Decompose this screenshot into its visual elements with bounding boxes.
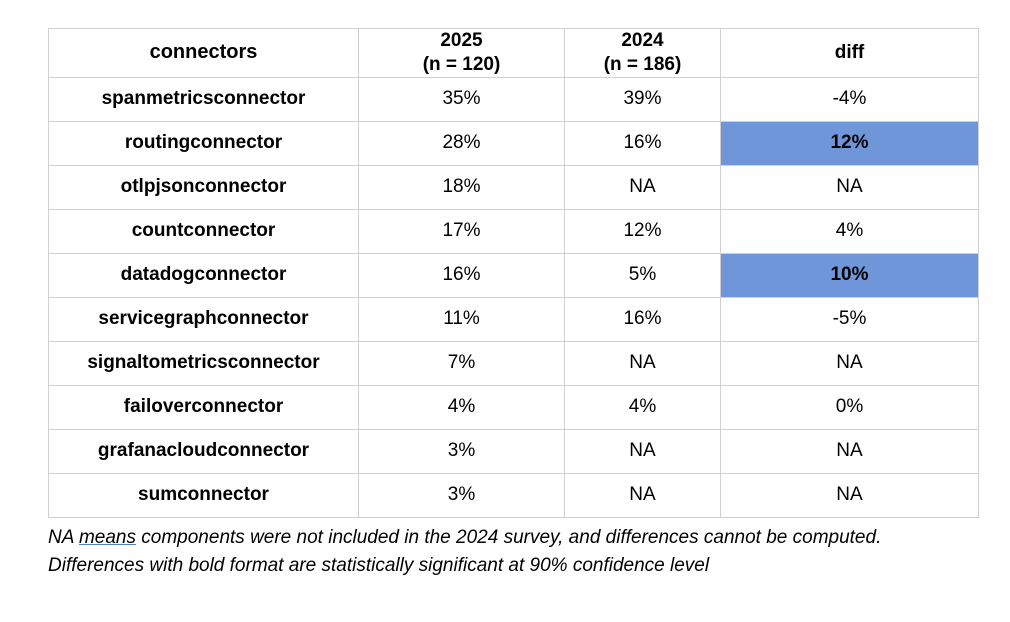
header-row (49, 29, 979, 78)
cell-2025-value: 16% (359, 253, 565, 297)
cell-diff-value: 12% (721, 121, 979, 165)
table-header (49, 29, 979, 78)
column-header-2024-n: (n = 186) (603, 53, 682, 75)
table-row (49, 297, 979, 341)
cell-connector-name: signaltometricsconnector (49, 341, 359, 385)
cell-2025-value: 3% (359, 429, 565, 473)
cell-diff-value: NA (721, 165, 979, 209)
footnote-line-2: Differences with bold format are statistically significant at 90% confidence level (48, 555, 710, 576)
footnotes (48, 524, 978, 581)
cell-connector-name: countconnector (49, 209, 359, 253)
cell-diff-value: NA (721, 341, 979, 385)
table-row (49, 209, 979, 253)
cell-diff-value: NA (721, 429, 979, 473)
cell-2024-value: NA (565, 341, 721, 385)
cell-2024-value: 4% (565, 385, 721, 429)
cell-2024-value: NA (565, 165, 721, 209)
cell-diff-value: 4% (721, 209, 979, 253)
table-row (49, 253, 979, 297)
cell-diff-value: -5% (721, 297, 979, 341)
column-header-2025 (359, 29, 565, 78)
cell-connector-name: failoverconnector (49, 385, 359, 429)
cell-2025-value: 4% (359, 385, 565, 429)
table-row (49, 473, 979, 517)
cell-2024-value: 16% (565, 297, 721, 341)
cell-connector-name: otlpjsonconnector (49, 165, 359, 209)
column-header-2025-n: (n = 120) (422, 53, 501, 75)
cell-2024-value: 39% (565, 77, 721, 121)
cell-connector-name: sumconnector (49, 473, 359, 517)
cell-diff-value: -4% (721, 77, 979, 121)
cell-2024-value: 16% (565, 121, 721, 165)
cell-2025-value: 17% (359, 209, 565, 253)
table-row (49, 429, 979, 473)
cell-2024-value: NA (565, 473, 721, 517)
table-row (49, 77, 979, 121)
column-header-2024-year: 2024 (621, 30, 664, 51)
cell-2025-value: 35% (359, 77, 565, 121)
cell-connector-name: spanmetricsconnector (49, 77, 359, 121)
cell-2025-value: 18% (359, 165, 565, 209)
table-row (49, 341, 979, 385)
footnote-1-pre: NA (48, 526, 79, 548)
footnote-1-underlined: means (78, 526, 136, 548)
cell-2024-value: 5% (565, 253, 721, 297)
cell-connector-name: datadogconnector (49, 253, 359, 297)
cell-2025-value: 11% (359, 297, 565, 341)
cell-diff-value: NA (721, 473, 979, 517)
column-header-2024 (565, 29, 721, 78)
cell-connector-name: grafanacloudconnector (49, 429, 359, 473)
column-header-connectors: connectors (49, 29, 359, 78)
cell-connector-name: servicegraphconnector (49, 297, 359, 341)
connectors-usage-table (48, 28, 979, 518)
cell-2024-value: 12% (565, 209, 721, 253)
cell-2025-value: 28% (359, 121, 565, 165)
cell-connector-name: routingconnector (49, 121, 359, 165)
cell-2024-value: NA (565, 429, 721, 473)
cell-diff-value: 0% (721, 385, 979, 429)
footnote-1-post: components were not included in the 2024 survey, and differences cannot be computed. (136, 526, 882, 548)
table-row (49, 385, 979, 429)
column-header-2025-year: 2025 (440, 30, 483, 51)
table-row (49, 121, 979, 165)
column-header-diff: diff (721, 29, 979, 78)
table-row (49, 165, 979, 209)
cell-2025-value: 3% (359, 473, 565, 517)
table-body (49, 77, 979, 517)
footnote-line-1 (48, 524, 978, 553)
cell-2025-value: 7% (359, 341, 565, 385)
cell-diff-value: 10% (721, 253, 979, 297)
